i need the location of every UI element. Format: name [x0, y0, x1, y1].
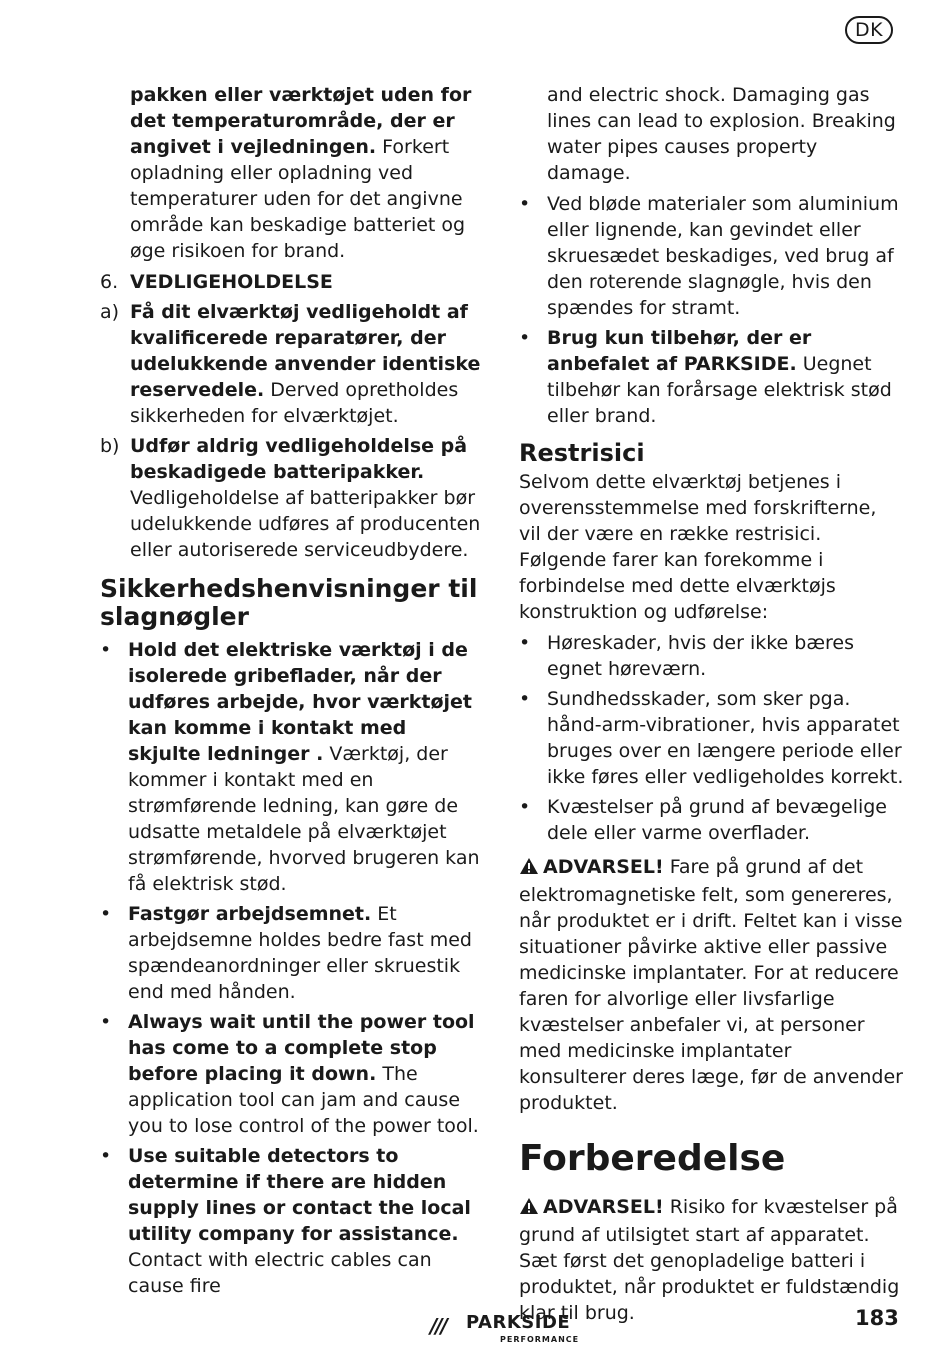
intro-bold: pakken eller værktøjet uden for det temperaturområde, der er angivet i vejledningen.: [130, 84, 472, 158]
bullet-dot: •: [100, 639, 112, 661]
warning1-label: ADVARSEL!: [543, 856, 664, 878]
warning1-text: Fare på grund af det elektromagnetiske felt, som genereres, når produktet er i drift. Feltet kan i visse situationer påvirke aktive eller passive medicinske implantater. For at reducere faren for alvorlige eller livsfarlige kvæstelser anbefaler vi, at personer med medicinske implantater konsulterer deres læge, før de anvender produktet.: [519, 856, 903, 1114]
bullet-item: [519, 325, 904, 429]
forberedelse-heading: Forberedelse: [519, 1138, 786, 1179]
bullet-dot: •: [519, 796, 531, 818]
logo-slashes: ///: [430, 1314, 446, 1338]
bullet6-text: Uegnet tilbehør kan forårsage elektrisk stød eller brand.: [547, 353, 892, 427]
right-column: [519, 82, 904, 1331]
bullet-dot: •: [100, 1011, 112, 1033]
warning2-paragraph: [519, 1194, 904, 1326]
bullet5-text: Ved bløde materialer som aluminium eller lignende, kan gevindet eller skruesædet beskadiges, ved brug af den roterende slagnøgle, hvis den spændes for stramt.: [547, 193, 899, 319]
bullet2-text: Et arbejdsemne holdes bedre fast med spændeanordninger eller skruestik end med hånden.: [128, 903, 472, 1003]
bullet3-bold: Always wait until the power tool has come to a complete stop before placing it down.: [128, 1011, 475, 1085]
left-column: [100, 82, 485, 1303]
section6-number: 6.: [100, 271, 119, 293]
risk2-text: Sundhedsskader, som sker pga. hånd-arm-vibrationer, hvis apparatet bruges over en længere periode eller ikke føres eller vedligeholdes korrekt.: [547, 688, 904, 788]
maintenance-item-a: [100, 299, 485, 429]
section6-title: VEDLIGEHOLDELSE: [130, 271, 333, 293]
warning-triangle-icon: [519, 1196, 539, 1222]
language-badge: DK: [845, 16, 893, 44]
parkside-logo: [430, 1310, 590, 1346]
bullet1-bold: Hold det elektriske værktøj i de isolerede gribeflader, når der udføres arbejde, hvor værktøjet kan komme i kontakt med skjulte ledninger .: [128, 639, 473, 765]
warning2-label: ADVARSEL!: [543, 1196, 664, 1218]
item-b-text: Vedligeholdelse af batteripakker bør udelukkende udføres af producenten eller autoriserede serviceudbydere.: [130, 487, 481, 561]
bullet-dot: •: [519, 688, 531, 710]
continuation-paragraph: and electric shock. Damaging gas lines can lead to explosion. Breaking water pipes causes property damage.: [547, 84, 896, 184]
page-number: 183: [855, 1306, 899, 1330]
bullet4-text: Contact with electric cables can cause fire: [128, 1249, 432, 1297]
warning1-paragraph: [519, 854, 904, 1116]
risk-item: [519, 794, 904, 846]
risk-item: [519, 686, 904, 790]
logo-brand: PARKSIDE: [466, 1312, 571, 1333]
restrisici-paragraph: Selvom dette elværktøj betjenes i overensstemmelse med forskrifterne, vil der være en række restrisici. Følgende farer kan forekomme i forbindelse med dette elværktøjs konstruktion og udførelse:: [519, 471, 877, 623]
bullet-item: [100, 901, 485, 1005]
bullet-dot: •: [519, 632, 531, 654]
bullet1-text: Værktøj, der kommer i kontakt med en strømførende ledning, kan gøre de udsatte metaldele på elværktøjet strømførende, hvorved brugeren kan få elektrisk stød.: [128, 743, 480, 895]
bullet-item: [100, 1143, 485, 1299]
bullet3-text: The application tool can jam and cause you to lose control of the power tool.: [128, 1063, 479, 1137]
bullet-dot: •: [100, 1145, 112, 1167]
logo-sub: PERFORMANCE: [500, 1335, 580, 1344]
item-a-bold: Få dit elværktøj vedligeholdt af kvalificerede reparatører, der udelukkende anvender identiske reservedele.: [130, 301, 481, 401]
maintenance-item-b: [100, 433, 485, 563]
risk-item: [519, 630, 904, 682]
restrisici-heading: Restrisici: [519, 439, 645, 467]
bullet6-bold: Brug kun tilbehør, der er anbefalet af PARKSIDE.: [547, 327, 812, 375]
safety-heading: Sikkerhedshenvisninger til slagnøgler: [100, 574, 478, 631]
item-b-marker: b): [100, 435, 120, 457]
bullet-item: [100, 1009, 485, 1139]
item-b-bold: Udfør aldrig vedligeholdelse på beskadigede batteripakker.: [130, 435, 468, 483]
bullet-dot: •: [519, 327, 531, 349]
risk3-text: Kvæstelser på grund af bevægelige dele eller varme overflader.: [547, 796, 887, 844]
intro-text: Forkert opladning eller opladning ved temperaturer uden for det angivne område kan beskadige batteriet og øge risikoen for brand.: [130, 136, 466, 262]
intro-paragraph: [100, 82, 485, 264]
bullet-dot: •: [100, 903, 112, 925]
bullet4-bold: Use suitable detectors to determine if there are hidden supply lines or contact the local utility company for assistance.: [128, 1145, 471, 1245]
bullet-dot: •: [519, 193, 531, 215]
item-a-text: Derved opretholdes sikkerheden for elværktøjet.: [130, 379, 459, 427]
risk1-text: Høreskader, hvis der ikke bæres egnet høreværn.: [547, 632, 854, 680]
bullet2-bold: Fastgør arbejdsemnet.: [128, 903, 372, 925]
bullet-item: [100, 637, 485, 897]
warning2-text: Risiko for kvæstelser på grund af utilsigtet start af apparatet. Sæt først det genopladelige batteri i produktet, når produktet er fuldstændig klar til brug.: [519, 1196, 900, 1324]
section6-heading: [100, 269, 485, 295]
warning-triangle-icon: [519, 856, 539, 882]
bullet-item: [519, 191, 904, 321]
item-a-marker: a): [100, 301, 120, 323]
